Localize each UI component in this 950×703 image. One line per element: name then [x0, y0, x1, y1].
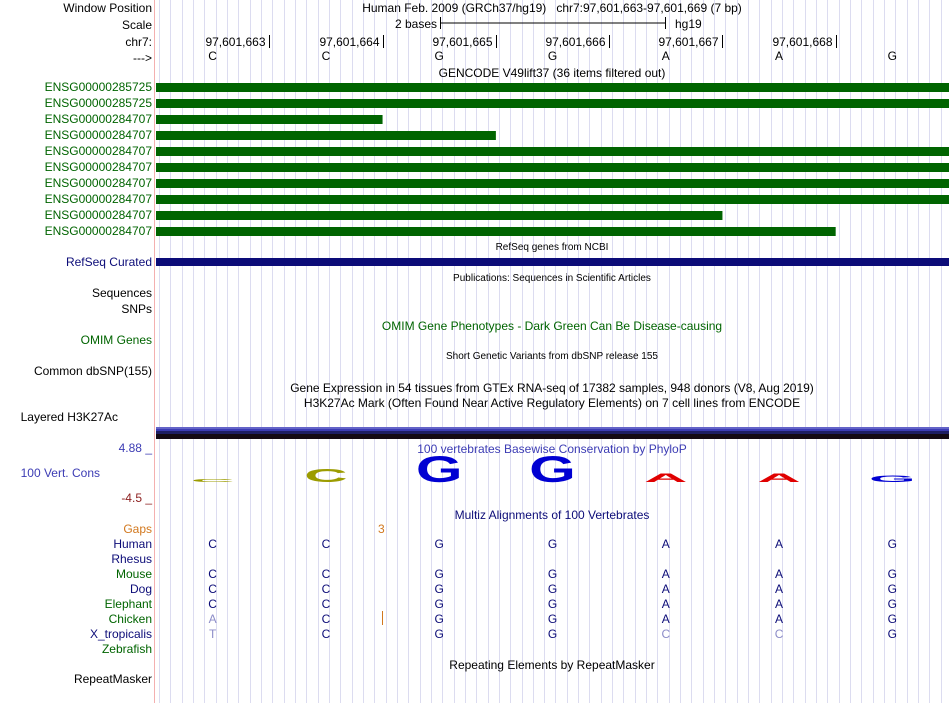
- h3k27ac-bars[interactable]: [156, 427, 949, 439]
- position-line: [362, 1, 742, 15]
- dbsnp-label[interactable]: Common dbSNP(155): [33, 364, 152, 378]
- omim-label[interactable]: OMIM Genes: [80, 333, 152, 347]
- gencode-transcript-bar[interactable]: [156, 147, 949, 156]
- alignment-base: A: [661, 597, 670, 611]
- base-letter: C: [321, 49, 331, 63]
- species-label-zebrafish[interactable]: Zebrafish: [101, 642, 152, 656]
- alignment-base: C: [321, 537, 331, 551]
- conservation-title[interactable]: 100 vertebrates Basewise Conservation by PhyloP: [417, 442, 687, 456]
- scale-label: Scale: [121, 18, 152, 32]
- alignment-base: G: [887, 627, 898, 641]
- alignment-base: T: [208, 627, 217, 641]
- gencode-transcript-bar[interactable]: [156, 163, 949, 172]
- gencode-gene-label[interactable]: ENSG00000284707: [44, 144, 152, 158]
- alignment-base: G: [887, 597, 898, 611]
- alignment-base: C: [208, 582, 217, 596]
- conservation-letter: C: [304, 465, 348, 487]
- species-label-mouse[interactable]: Mouse: [115, 567, 152, 581]
- base-letter: G: [887, 49, 898, 63]
- gencode-gene-label[interactable]: ENSG00000285725: [44, 80, 152, 94]
- h3k27ac-label[interactable]: Layered H3K27Ac: [20, 410, 118, 424]
- sequences-label[interactable]: Sequences: [91, 286, 152, 300]
- coordinate-label: 97,601,665: [432, 35, 493, 49]
- omim-title[interactable]: OMIM Gene Phenotypes - Dark Green Can Be Disease-causing: [381, 319, 723, 333]
- base-letter: G: [434, 49, 444, 63]
- gencode-transcript-bar[interactable]: [156, 179, 949, 188]
- alignment-base: C: [321, 612, 331, 626]
- alignment-base: G: [434, 627, 444, 641]
- alignment-base: G: [547, 627, 558, 641]
- base-letter: A: [775, 49, 784, 63]
- base-letter: G: [547, 49, 558, 63]
- gencode-gene-label[interactable]: ENSG00000284707: [44, 208, 152, 222]
- species-label-human[interactable]: Human: [113, 537, 152, 551]
- scale-text: 2 bases: [394, 17, 437, 31]
- position-text[interactable]: chr7:97,601,663-97,601,669 (7 bp): [556, 1, 742, 15]
- repeatmasker-label[interactable]: RepeatMasker: [73, 672, 152, 686]
- alignment-base: A: [661, 537, 670, 551]
- scale-bar: [440, 17, 666, 29]
- species-label-x_tropicalis[interactable]: X_tropicalis: [89, 627, 152, 641]
- alignment-base: G: [887, 582, 898, 596]
- refseq-curated-bar[interactable]: [156, 258, 949, 266]
- species-label-dog[interactable]: Dog: [129, 582, 152, 596]
- gencode-gene-label[interactable]: ENSG00000284707: [44, 128, 152, 142]
- alignment-base: G: [434, 582, 444, 596]
- gtex-title[interactable]: Gene Expression in 54 tissues from GTEx RNA-seq of 17382 samples, 948 donors (V8, Aug 2019): [290, 381, 814, 395]
- alignment-base: A: [775, 612, 784, 626]
- conservation-min-label: -4.5 _: [121, 491, 152, 505]
- coordinate-label: 97,601,667: [658, 35, 719, 49]
- chrom-label: chr7:: [125, 35, 152, 49]
- publications-title[interactable]: Publications: Sequences in Scientific Articles: [453, 273, 651, 284]
- alignment-base: G: [547, 537, 558, 551]
- gencode-track[interactable]: [156, 83, 949, 236]
- alignment-base: A: [775, 567, 784, 581]
- gencode-transcript-bar[interactable]: [156, 227, 836, 236]
- species-label-rhesus[interactable]: Rhesus: [111, 552, 152, 566]
- coordinate-label: 97,601,664: [319, 35, 380, 49]
- alignment-base: A: [775, 537, 784, 551]
- alignment-base: G: [434, 612, 444, 626]
- gencode-gene-label[interactable]: ENSG00000284707: [44, 160, 152, 174]
- alignment-base: C: [774, 627, 784, 641]
- coordinate-label: 97,601,668: [772, 35, 833, 49]
- gencode-transcript-bar[interactable]: [156, 83, 949, 92]
- alignment-base: C: [661, 627, 671, 641]
- conservation-letter: C: [190, 478, 235, 484]
- refseq-title[interactable]: RefSeq genes from NCBI: [495, 242, 609, 253]
- gap-number: 3: [378, 522, 385, 536]
- alignment-base: G: [434, 567, 444, 581]
- conservation-label[interactable]: 100 Vert. Cons: [20, 466, 100, 480]
- alignment-base: A: [208, 612, 217, 626]
- scale-db: hg19: [675, 17, 702, 31]
- coordinate-label: 97,601,663: [205, 35, 266, 49]
- gencode-transcript-bar[interactable]: [156, 131, 496, 140]
- strand-label[interactable]: --->: [133, 51, 152, 65]
- alignment-base: A: [661, 612, 670, 626]
- gencode-gene-label[interactable]: ENSG00000284707: [44, 112, 152, 126]
- assembly-text: Human Feb. 2009 (GRCh37/hg19): [362, 1, 547, 15]
- conservation-letter: A: [757, 471, 801, 485]
- alignment-base: G: [547, 582, 558, 596]
- alignment-base: A: [775, 582, 784, 596]
- alignment-base: G: [887, 567, 898, 581]
- window-position-label: Window Position: [63, 1, 152, 15]
- alignment-base: C: [208, 597, 217, 611]
- alignment-base: C: [208, 537, 217, 551]
- alignment-base: G: [434, 537, 444, 551]
- multiz-title[interactable]: Multiz Alignments of 100 Vertebrates: [454, 508, 650, 522]
- alignment-base: A: [661, 567, 670, 581]
- coordinate-label: 97,601,666: [545, 35, 606, 49]
- conservation-letter: G: [529, 448, 576, 491]
- gencode-title[interactable]: GENCODE V49lift37 (36 items filtered out): [438, 66, 666, 80]
- species-label-elephant[interactable]: Elephant: [104, 597, 152, 611]
- alignment-base: G: [434, 597, 444, 611]
- alignment-base: G: [547, 597, 558, 611]
- base-letter: C: [208, 49, 217, 63]
- alignment-base: C: [321, 567, 331, 581]
- alignment-base: C: [321, 627, 331, 641]
- gencode-transcript-bar[interactable]: [156, 211, 722, 220]
- gencode-gene-label[interactable]: ENSG00000284707: [44, 224, 152, 238]
- alignment-base: G: [547, 612, 558, 626]
- gencode-transcript-bar[interactable]: [156, 115, 383, 124]
- conservation-letter: G: [415, 448, 463, 491]
- gencode-gene-label[interactable]: ENSG00000284707: [44, 176, 152, 190]
- gencode-gene-label[interactable]: ENSG00000285725: [44, 96, 152, 110]
- gencode-gene-label[interactable]: ENSG00000284707: [44, 192, 152, 206]
- alignment-base: C: [321, 582, 331, 596]
- dbsnp-title[interactable]: Short Genetic Variants from dbSNP release 155: [446, 351, 658, 362]
- h3k27ac-title[interactable]: H3K27Ac Mark (Often Found Near Active Regulatory Elements) on 7 cell lines from ENCODE: [303, 396, 801, 410]
- conservation-letter: A: [644, 471, 688, 485]
- conservation-max-label: 4.88 _: [118, 441, 152, 455]
- refseq-label[interactable]: RefSeq Curated: [65, 255, 152, 269]
- alignment-base: A: [775, 597, 784, 611]
- alignment-base: C: [208, 567, 217, 581]
- repeatmasker-title[interactable]: Repeating Elements by RepeatMasker: [449, 658, 655, 672]
- alignment-base: G: [547, 567, 558, 581]
- base-letter: A: [661, 49, 670, 63]
- alignment-base: G: [887, 612, 898, 626]
- snps-label[interactable]: SNPs: [121, 302, 152, 316]
- gencode-transcript-bar[interactable]: [156, 99, 949, 108]
- conservation-letter: G: [869, 473, 916, 485]
- alignment-base: A: [661, 582, 670, 596]
- alignment-base: G: [887, 537, 898, 551]
- gencode-transcript-bar[interactable]: [156, 195, 949, 204]
- gaps-label[interactable]: Gaps: [123, 522, 152, 536]
- species-label-chicken[interactable]: Chicken: [108, 612, 152, 626]
- alignment-base: C: [321, 597, 331, 611]
